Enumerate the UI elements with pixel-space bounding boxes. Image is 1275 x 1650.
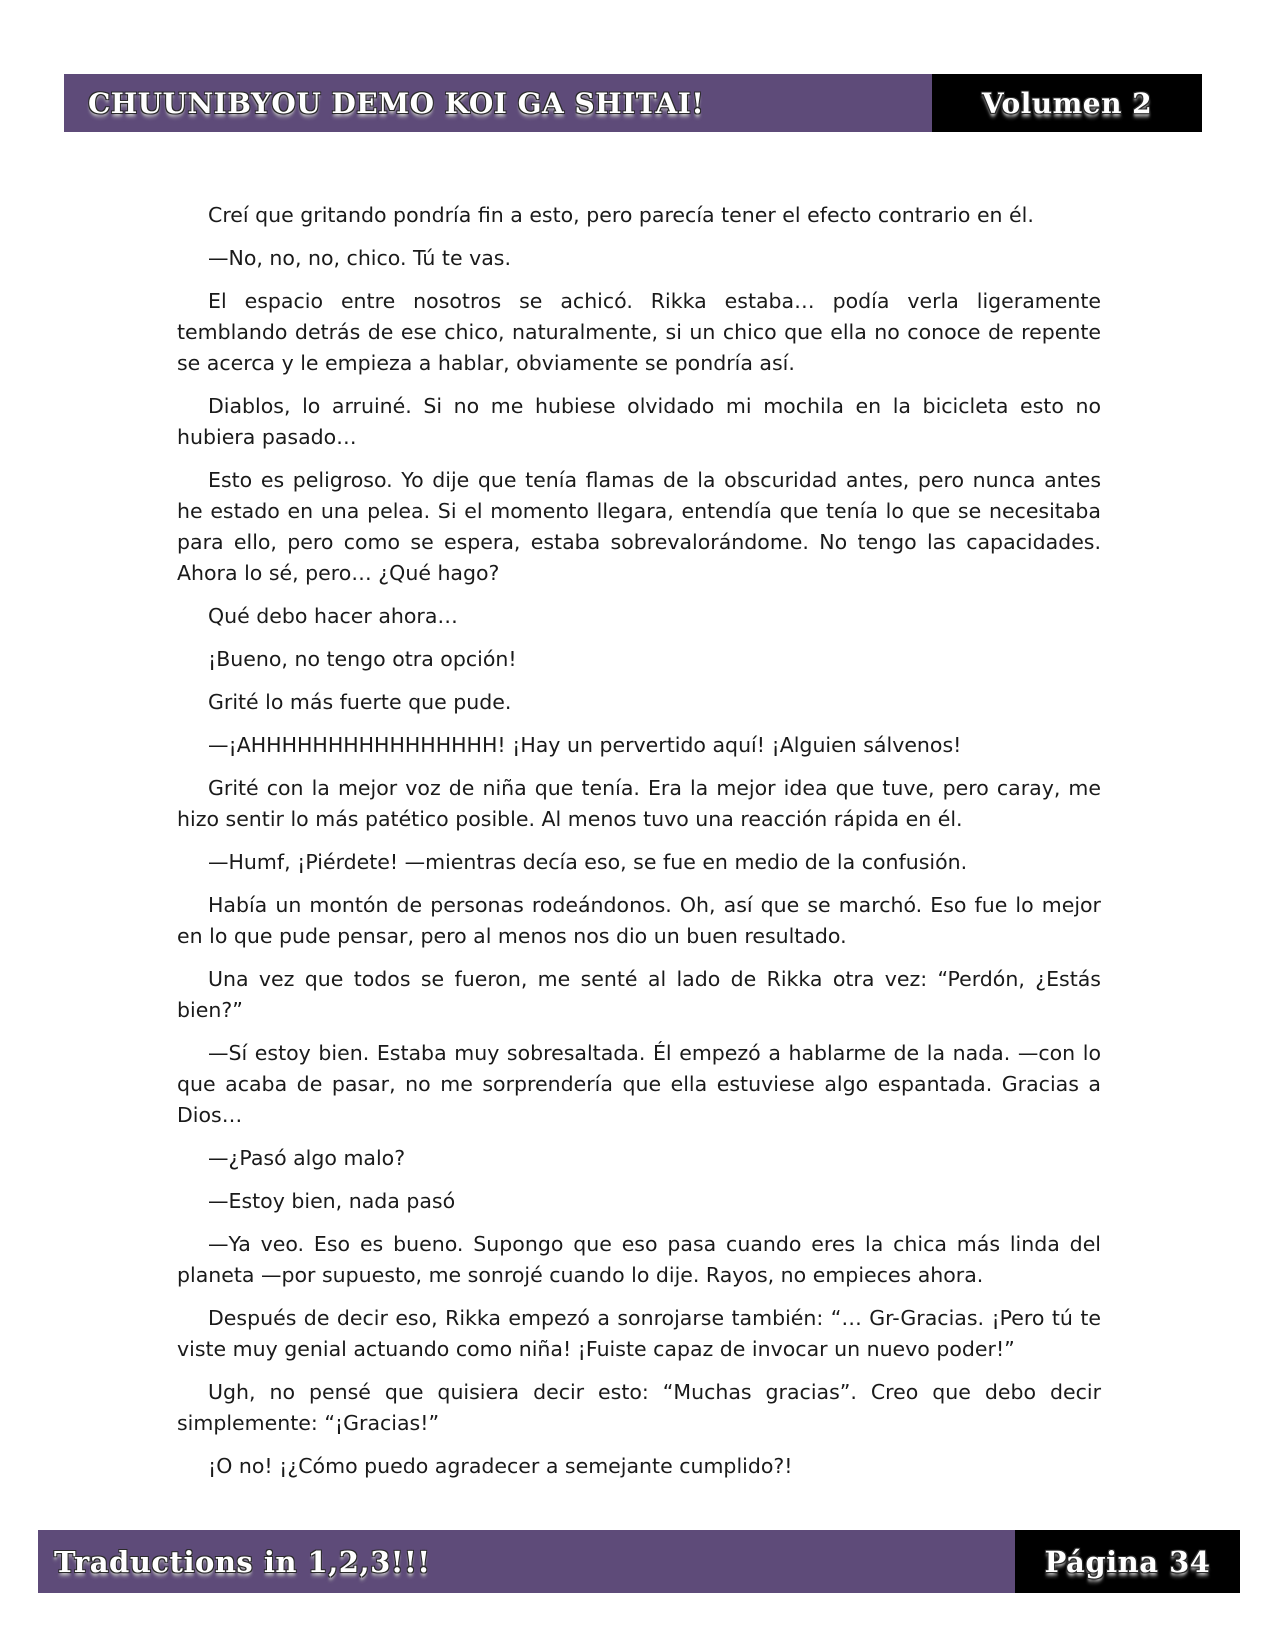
paragraph: Creí que gritando pondría fin a esto, pero parecía tener el efecto contrario en él. <box>208 203 1034 227</box>
series-title: CHUUNIBYOU DEMO KOI GA SHITAI! <box>88 86 705 120</box>
paragraph: Grité con la mejor voz de niña que tenía. Era la mejor idea que tuve, pero caray, me hizo sentir lo más patético posible. Al menos tuvo una reacción rápida en él. <box>177 776 1101 831</box>
paragraph: Ugh, no pensé que quisiera decir esto: “Muchas gracias”. Creo que debo decir simplemente: “¡Gracias!” <box>177 1380 1101 1435</box>
volume-label: Volumen 2 <box>981 86 1153 120</box>
body-text <box>177 200 1101 1494</box>
header-title-box <box>64 74 932 132</box>
paragraph: Esto es peligroso. Yo dije que tenía flamas de la obscuridad antes, pero nunca antes he estado en una pelea. Si el momento llegara, entendía que tenía lo que se necesitaba para ello, pero como se espera, estaba sobrevalorándome. No tengo las capacidades. Ahora lo sé, pero… ¿Qué hago? <box>177 468 1101 585</box>
paragraph: —Ya veo. Eso es bueno. Supongo que eso pasa cuando eres la chica más linda del planeta —por supuesto, me sonrojé cuando lo dije. Rayos, no empieces ahora. <box>177 1232 1101 1287</box>
paragraph: —Sí estoy bien. Estaba muy sobresaltada. Él empezó a hablarme de la nada. —con lo que acaba de pasar, no me sorprendería que ella estuviese algo espantada. Gracias a Dios… <box>177 1041 1101 1127</box>
page-header <box>64 74 1202 132</box>
paragraph: ¡O no! ¡¿Cómo puedo agradecer a semejante cumplido?! <box>208 1454 793 1478</box>
footer-page-box <box>1015 1530 1240 1593</box>
paragraph: —Estoy bien, nada pasó <box>208 1189 456 1213</box>
translator-credit: Traductions in 1,2,3!!! <box>54 1544 431 1579</box>
footer-credit-box <box>38 1530 1015 1593</box>
paragraph: —¿Pasó algo malo? <box>208 1146 406 1170</box>
paragraph: Había un montón de personas rodeándonos. Oh, así que se marchó. Eso fue lo mejor en lo que pude pensar, pero al menos nos dio un buen resultado. <box>177 893 1101 948</box>
paragraph: —No, no, no, chico. Tú te vas. <box>208 246 511 270</box>
paragraph: ¡Bueno, no tengo otra opción! <box>208 647 517 671</box>
page-number: Página 34 <box>1044 1544 1211 1579</box>
paragraph: —¡AHHHHHHHHHHHHHHHH! ¡Hay un pervertido aquí! ¡Alguien sálvenos! <box>208 733 962 757</box>
paragraph: Diablos, lo arruiné. Si no me hubiese olvidado mi mochila en la bicicleta esto no hubiera pasado… <box>177 394 1101 449</box>
paragraph: —Humf, ¡Piérdete! —mientras decía eso, se fue en medio de la confusión. <box>208 850 968 874</box>
page-footer <box>38 1530 1240 1593</box>
paragraph: El espacio entre nosotros se achicó. Rikka estaba… podía verla ligeramente temblando detrás de ese chico, naturalmente, si un chico que ella no conoce de repente se acerca y le empieza a hablar, obviamente se pondría así. <box>177 289 1101 375</box>
header-volume-box <box>932 74 1202 132</box>
paragraph: Una vez que todos se fueron, me senté al lado de Rikka otra vez: “Perdón, ¿Estás bien?” <box>177 967 1101 1022</box>
paragraph: Qué debo hacer ahora… <box>208 604 458 628</box>
paragraph: Después de decir eso, Rikka empezó a sonrojarse también: “… Gr-Gracias. ¡Pero tú te viste muy genial actuando como niña! ¡Fuiste capaz de invocar un nuevo poder!” <box>177 1306 1101 1361</box>
paragraph: Grité lo más fuerte que pude. <box>208 690 512 714</box>
